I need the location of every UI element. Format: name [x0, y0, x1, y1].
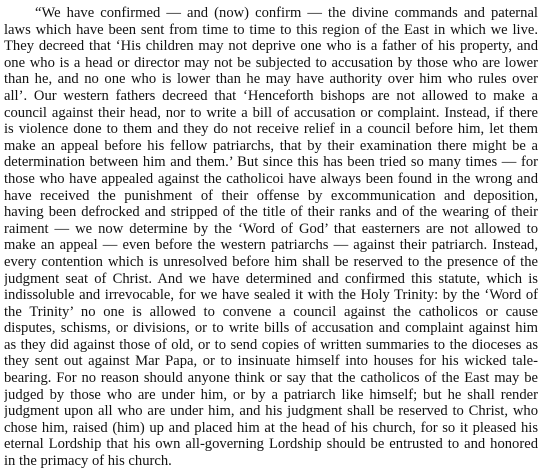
text-line: raiment — we now determine by the ‘Word of God’ that easterners are not allowed to	[4, 220, 538, 237]
text-line: chose him, raised (him) up and placed him at the head of his church, for so it pleased his	[4, 419, 538, 436]
text-line: one who is a head or director may not be subjected to accusation by those who are lower	[4, 54, 538, 71]
text-line: is violence done to them and they do not receive relief in a council before him, let them	[4, 121, 538, 138]
text-line: council against their head, nor to write a bill of accusation or complaint. Instead, if there	[4, 104, 538, 121]
text-line: determination between him and them.’ But since this has been tried so many times — for	[4, 154, 538, 171]
text-line: they sent out against Mar Papa, or to insinuate himself into houses for his wicked tale-	[4, 353, 538, 370]
text-line: indissoluble and irrevocable, for we have sealed it with the Holy Trinity: by the ‘Word of	[4, 287, 538, 304]
text-line: bearing. For no reason should anyone think or say that the catholicos of the East may be	[4, 370, 538, 387]
text-line: than he, and no one who is lower than he may have authority over him who rules over	[4, 71, 538, 88]
body-paragraph	[4, 5, 538, 470]
text-line: judgment upon all who are under him, and his judgment shall be reserved to Christ, who	[4, 403, 538, 420]
text-line: all’. Our western fathers decreed that ‘Henceforth bishops are not allowed to make a	[4, 87, 538, 104]
text-line: They decreed that ‘His children may not deprive one who is a father of his property, and	[4, 38, 538, 55]
text-line: judgment seat of Christ. And we have determined and confirmed this statute, which is	[4, 270, 538, 287]
text-line: laws which have been sent from time to time to this region of the East in which we live.	[4, 21, 538, 38]
text-line: have received the punishment of their offense by excommunication and deposition,	[4, 187, 538, 204]
text-line: “We have confirmed — and (now) confirm — the divine commands and paternal	[35, 5, 538, 21]
text-line: those who have appealed against the catholicoi have always been found in the wrong and	[4, 170, 538, 187]
text-line: judged by those who are under him, or by a patriarch like himself; but he shall render	[4, 386, 538, 403]
text-line: make an appeal before his fellow patriarchs, that by their examination there might be a	[4, 137, 538, 154]
text-line: disputes, schisms, or divisions, or to write bills of accusation and complaint against him	[4, 320, 538, 337]
text-line: the Trinity’ no one is allowed to convene a council against the catholicos or cause	[4, 303, 538, 320]
text-line: eternal Lordship that his own all-governing Lordship should be entrusted to and honored	[4, 436, 538, 453]
text-line: every contention which is unresolved before him shall be reserved to the presence of the	[4, 253, 538, 270]
text-line: as they did against those of old, or to send copies of written summaries to the dioceses as	[4, 336, 538, 353]
text-line: having been defrocked and stripped of the title of their ranks and of the wearing of their	[4, 204, 538, 221]
text-line: make an appeal — even before the western patriarchs — against their patriarch. Instead,	[4, 237, 538, 254]
text-line: in the primacy of his church.	[4, 453, 172, 470]
